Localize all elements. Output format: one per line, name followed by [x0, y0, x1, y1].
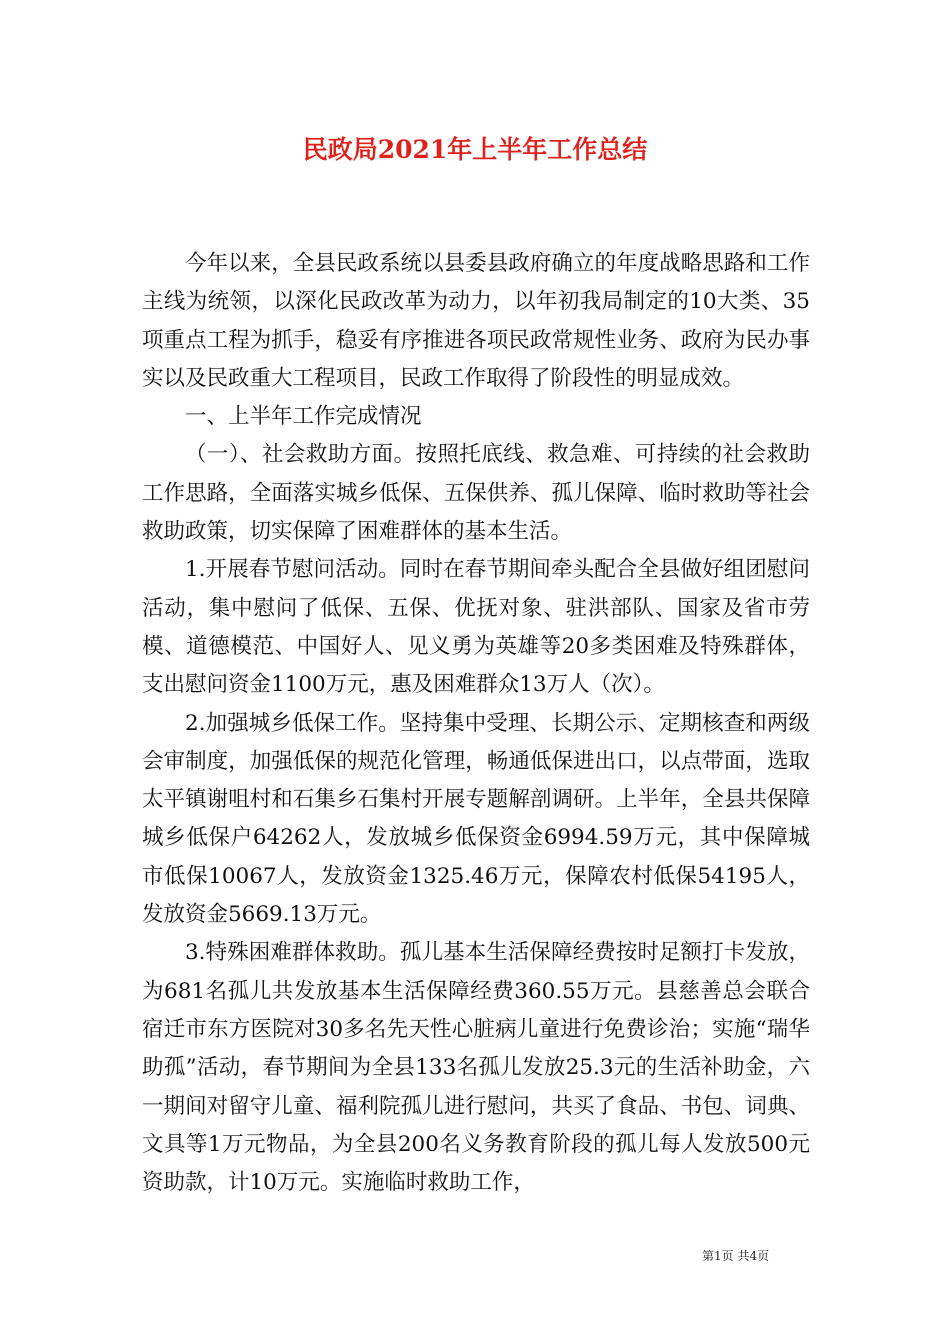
paragraph-social-assistance: （一）、社会救助方面。按照托底线、救急难、可持续的社会救助工作思路，全面落实城乡低保、五保供养、孤儿保障、临时救助等社会救助政策，切实保障了困难群体的基本生活。	[142, 442, 810, 545]
section-heading: 一、上半年工作完成情况	[185, 404, 422, 430]
paragraph-intro: 今年以来，全县民政系统以县委县政府确立的年度战略思路和工作主线为统领，以深化民政改革为动力，以年初我局制定的10大类、35项重点工程为抓手，稳妥有序推进各项民政常规性业务、政府为民办事实以及民政重大工程项目，民政工作取得了阶段性的明显成效。	[142, 251, 810, 391]
document-title: 民政局2021年上半年工作总结	[302, 135, 648, 164]
paragraph-special-groups: 3.特殊困难群体救助。孤儿基本生活保障经费按时足额打卡发放，为681名孤儿共发放基本生活保障经费360.55万元。县慈善总会联合宿迁市东方医院对30多名先天性心脏病儿童进行免费诊治；实施“瑞华助孤”活动，春节期间为全县133名孤儿发放25.3元的生活补助金，六一期间对留守儿童、福利院孤儿进行慰问，共买了食品、书包、词典、文具等1万元物品，为全县200名义务教育阶段的孤儿每人发放500元资助款，计10万元。实施临时救助工作，	[142, 940, 810, 1196]
document-body	[142, 245, 810, 1202]
paragraph-minimum-living: 2.加强城乡低保工作。坚持集中受理、长期公示、定期核查和两级会审制度，加强低保的规范化管理，畅通低保进出口，以点带面，选取太平镇谢咀村和石集乡石集村开展专题解剖调研。上半年，全县共保障城乡低保户64262人，发放城乡低保资金6994.59万元，其中保障城市低保10067人，发放资金1325.46万元，保障农村低保54195人，发放资金5669.13万元。	[142, 710, 810, 928]
paragraph-spring-festival: 1.开展春节慰问活动。同时在春节期间牵头配合全县做好组团慰问活动，集中慰问了低保、五保、优抚对象、驻洪部队、国家及省市劳模、道德模范、中国好人、见义勇为英雄等20多类困难及特殊群体，支出慰问资金1100万元，惠及困难群众13万人（次）。	[142, 557, 810, 698]
page-number: 第1页 共4页	[702, 1249, 770, 1263]
